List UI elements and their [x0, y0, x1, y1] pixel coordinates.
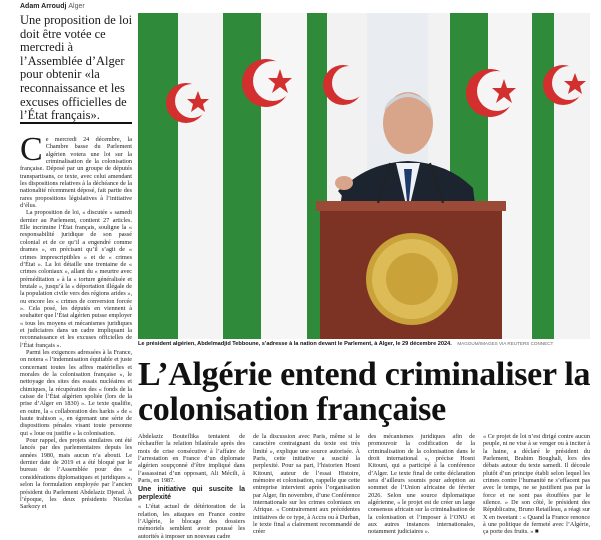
byline-place: Alger: [68, 3, 85, 10]
article-photo: [138, 13, 590, 339]
article-headline: L’Algérie entend criminaliser la colonisation française: [138, 356, 591, 428]
body-column-2: [253, 433, 360, 536]
body-paragraph: Abdelaziz Bouteflika tentaient de réchauffer la relation bilatérale après des mois de crise consécutive à l’affaire de l’arrestation en France d’un diplomate algérien soupçonné d’être impliqué dans l’assassinat d’un opposant, Ali Mécili, à Paris, en 1987.: [138, 433, 245, 485]
body-paragraph: des mécanismes juridiques afin de promouvoir la codification de la criminalisation de la colonisation dans le droit international », précise Hosni Kitouni, qui a participé à la conférence d’Alger. Le texte final de cette déclaration sera d’ailleurs soumis pour adoption au sommet de l’Union africaine de février 2026. Selon une source diplomatique algérienne, « le projet est de créer un large consensus africain sur la criminalisation de la colonisation et l’imposer à l’ONU et aux autres instances internationales, notamment judiciaires ».: [368, 433, 475, 536]
body-column-3: [368, 433, 475, 536]
body-paragraph: Pour rappel, des projets similaires ont été lancés par des parlementaires depuis les années 1980, mais aucun n’a abouti. Le dernier date de 2019 et a été bloqué par le bureau de l’Assemblée pour des « considérations diplomatiques et juridiques », selon la formulation employée par l’ancien président du Parlement Abdelaziz Djerad. À l’époque, les deux présidents Nicolas Sarkozy et: [20, 437, 132, 511]
byline: [20, 3, 85, 10]
body-column-1: [138, 433, 245, 540]
body-paragraph: « L’état actuel de détérioration de la relation, les attaques en France contre l’Algérie, le blocage des dossiers mémoriels semblent avoir poussé les autorités à imposer un nouveau cadre: [138, 503, 245, 540]
body-paragraph: La proposition de loi, « discutée » samedi dernier au Parlement, contient 27 articles. Elle incrimine l’État français, souligne la « responsabilité juridique de son passé colonial et de ce qu’il a engendré comme drames », en précisant qu’il s’agit de « crimes imprescriptibles » et de « crimes d’État ». La loi détaille une trentaine de « crimes coloniaux », allant du « meurtre avec préméditation » à la « torture généralisée et brutale », jusqu’à la « déportation illégale de la population civile vers des régions arides », ou encore les « crimes de conversion forcée ». Cela posé, les députés en viennent à souhaiter que l’État algérien puisse employer « tous les moyens et mécanismes juridiques et judiciaires dans un cadre impliquant la reconnaissance et les excuses officielles de l’État français ».: [20, 209, 132, 349]
photo-caption: Le président algérien, Abdelmadjid Tebboune, s’adresse à la nation devant le Parlement, à Alger, le 29 décembre 2024. MAGOUM/IMAGES VIA REUTERS CONNECT: [138, 341, 554, 347]
body-column-4: [483, 433, 590, 536]
deck-divider: [20, 122, 132, 124]
body-paragraph: Parmi les exigences adressées à la France, on notera « l’indemnisation équitable et juste concernant toutes les affres matérielles et morales de la colonisation française », le nettoyage des sites des essais nucléaires et chimiques, la récupération des « fonds de la caisse de l’État algérien spoliée (lors de la prise d’Alger en 1830) ». Le texte qualifie, en outre, la « collaboration des harkis » de « haute trahison », en égrenant une série de dispositions pénales visant toute personne qui « loue ou justifie » la colonisation.: [20, 348, 132, 437]
article-body-columns: [138, 433, 590, 540]
body-paragraph: « Ce projet de loi n’est dirigé contre aucun peuple, ni ne vise à se venger ou à inciter à la haine, a déclaré le président du Parlement, Brahim Boughali, lors des débats autour du texte samedi. Il découle plutôt d’un principe établi selon lequel les crimes contre l’humanité ne s’effacent pas avec le temps, ne se justifient pas par la force et ne sont pas étouffées par le silence. » De son côté, le président des Républicains, Bruno Retailleau, a réagi sur X en tweetant : « Quand la France renonce à une politique de fermeté avec l’Algérie, ça porte des fruits. » ■: [483, 433, 590, 536]
podium: [316, 201, 506, 339]
drop-cap: C: [20, 131, 43, 168]
lead-paragraph: C e mercredi 24 décembre, la Chambre basse du Parlement algérien votera une loi sur la criminalisation de la colonisation française. Déposé par un groupe de députés transpartisans, ce texte, avec celui amendant les dispositions relatives à la déchéance de la nationalité récemment déposé, fait partie des rares propositions législatives à l’initiative d’élus.: [20, 131, 132, 210]
photo-illustration: [138, 13, 590, 339]
body-paragraph: de la discussion avec Paris, même si le caractère contraignant du texte est très limité », explique une source autorisée. À Paris, cette initiative a suscité la perplexité. Pour sa part, l’historien Hosni Kitouni, auteur de l’essai Histoire, mémoire et colonisation, rappelle que cette entreprise intervient après l’organisation par Alger, fin novembre, d’une Conférence internationale sur les crimes coloniaux en Afrique. « Contrairement aux précédentes initiatives de ce type, à Accra ou à Durban, le texte final a clairement recommandé de créer: [253, 433, 360, 536]
photo-credit: MAGOUM/IMAGES VIA REUTERS CONNECT: [457, 341, 554, 346]
subheading: Une initiative qui suscite la perplexité: [138, 486, 245, 502]
article-deck: Une proposition de loi doit être votée ce mercredi à l’Assemblée d’Alger pour obtenir «la reconnaissance et les excuses officielles de l’État français».: [20, 13, 133, 123]
author-name: Adam Arroudj: [20, 3, 67, 10]
left-column: [20, 131, 132, 511]
